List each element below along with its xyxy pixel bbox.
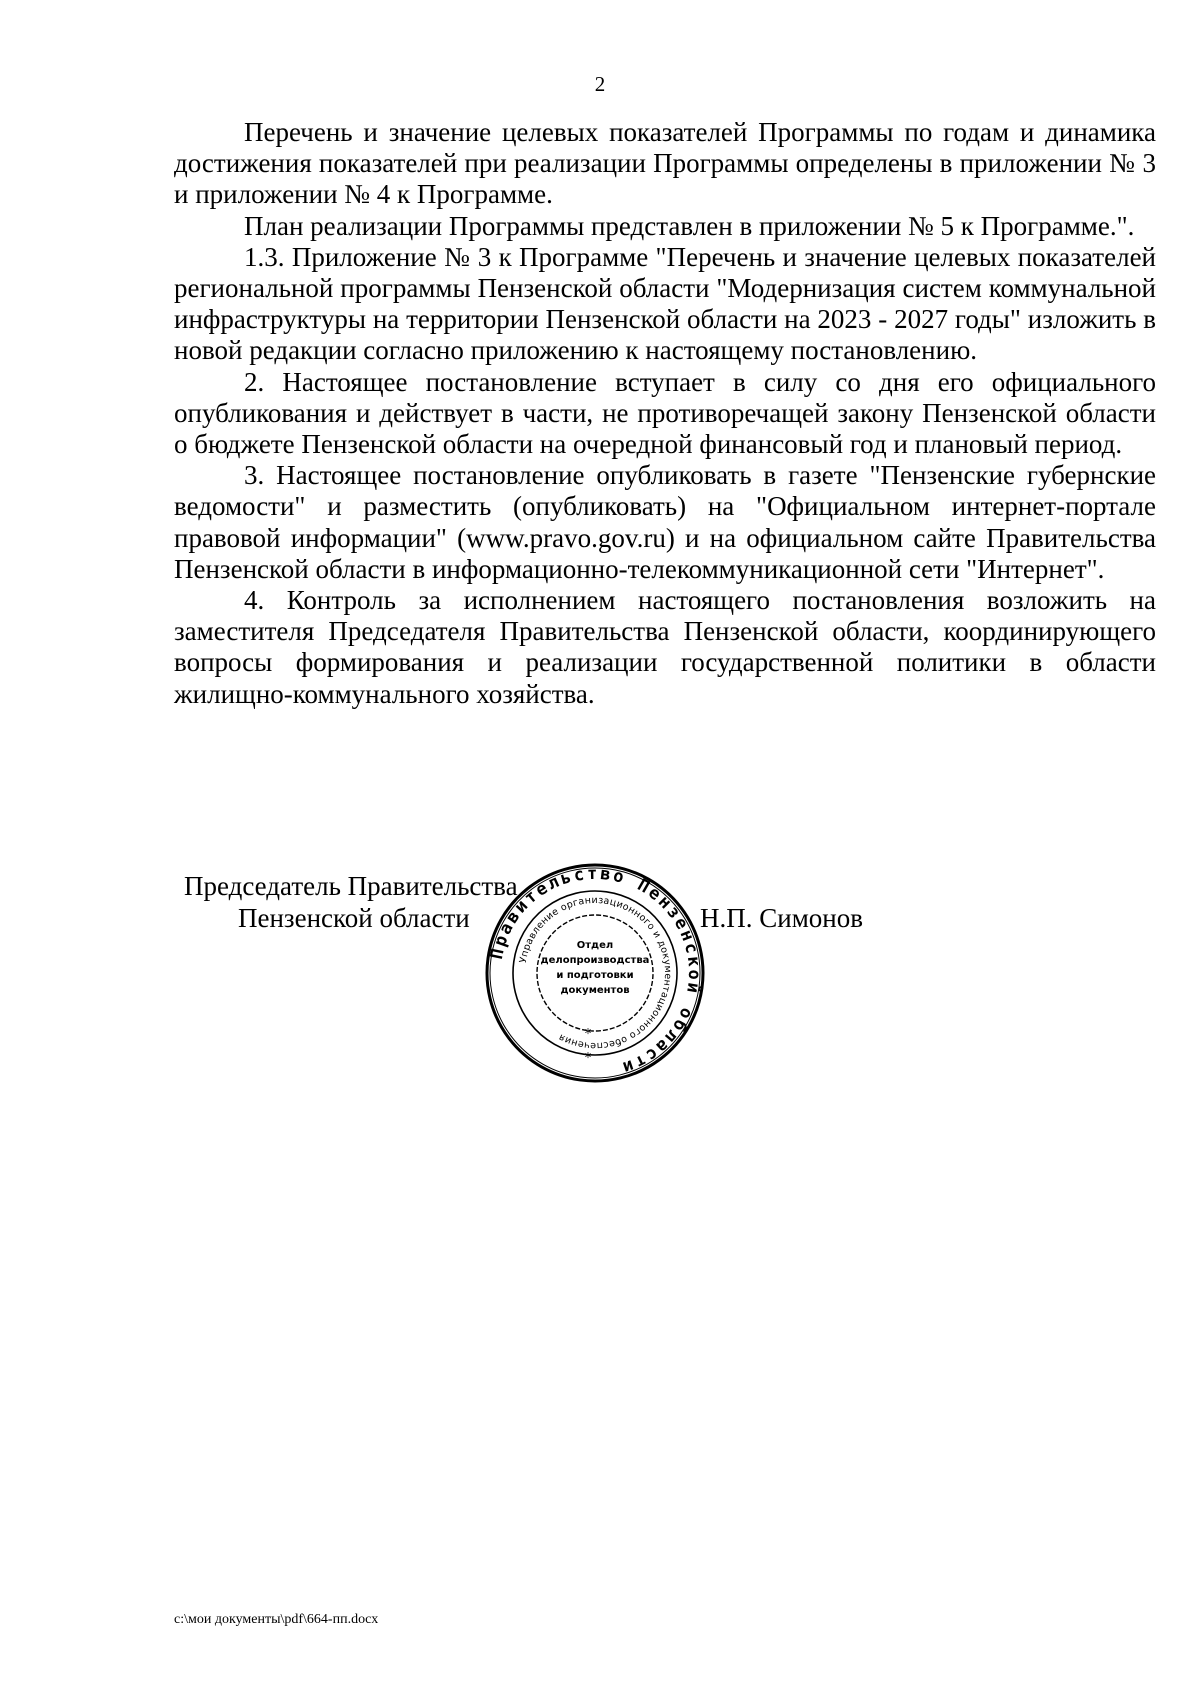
paragraph-4: 4. Контроль за исполнением настоящего постановления возложить на заместителя Председателя Правительства Пензенской области, координирующего вопросы формирования и реализации государственной политики в области жилищно-коммунального хозяйства. (174, 585, 1156, 709)
signatory-position-line1: Председатель Правительства (184, 871, 518, 901)
paragraph-2: 2. Настоящее постановление вступает в силу со дня его официального опубликования и действует в части, не противоречащей закону Пензенской области о бюджете Пензенской области на очередной финансовый год и плановый период. (174, 366, 1156, 460)
stamp-center-line-2: делопроизводства (540, 955, 650, 966)
page-number: 2 (594, 72, 606, 96)
stamp-star-icon: * (584, 1027, 592, 1042)
file-path-footer: c:\мои документы\pdf\664-пп.docx (174, 1612, 379, 1627)
stamp-center-line-4: документов (560, 985, 630, 996)
signatory-position-line2: Пензенской области (238, 903, 470, 933)
paragraph-plan: План реализации Программы представлен в приложении № 5 к Программе.". (244, 210, 1135, 241)
document-body (174, 117, 1156, 710)
stamp-center-line-1: Отдел (576, 940, 614, 951)
official-stamp (484, 862, 706, 1084)
stamp-outer-text: Правительство Пензенской области (487, 863, 705, 1079)
stamp-center-line-3: и подготовки (556, 970, 634, 981)
stamp-inner-ring-text: Управление организационного и документационного обеспечения (517, 894, 674, 1052)
stamp-star-icon-bottom: * (584, 1051, 592, 1066)
paragraph-3: 3. Настоящее постановление опубликовать в газете "Пензенские губернские ведомости" и разместить (опубликовать) на "Официальном интернет-портале правовой информации" (www.pravo.gov.ru) и на официальном сайте Правительства Пензенской области в информационно-телекоммуникационной сети "Интернет". (174, 460, 1156, 584)
paragraph-1-3: 1.3. Приложение № 3 к Программе "Перечень и значение целевых показателей региональной программы Пензенской области "Модернизация систем коммунальной инфраструктуры на территории Пензенской области на 2023 - 2027 годы" изложить в новой редакции согласно приложению к настоящему постановлению. (174, 241, 1156, 366)
stamp-seal (484, 862, 706, 1084)
signatory-name: Н.П. Симонов (700, 903, 863, 933)
paragraph-indicators: Перечень и значение целевых показателей Программы по годам и динамика достижения показателей при реализации Программы определены в приложении № 3 и приложении № 4 к Программе. (174, 117, 1156, 210)
